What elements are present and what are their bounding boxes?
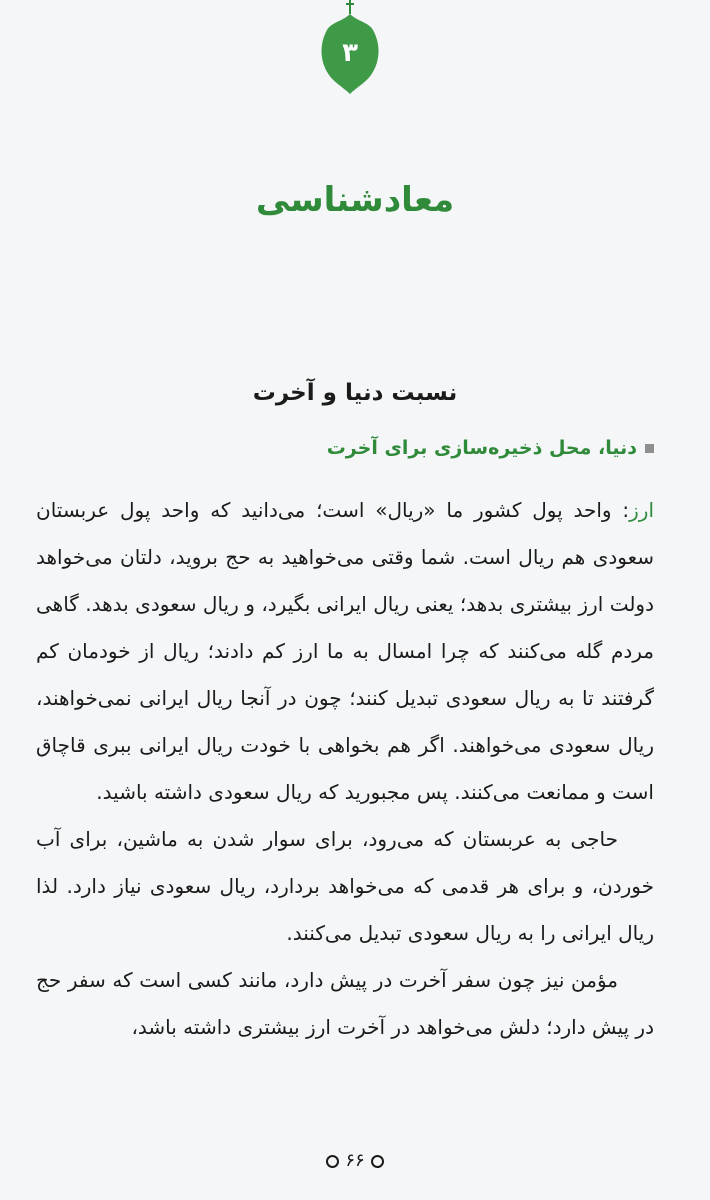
subsection-title: دنیا، محل ذخیره‌سازی برای آخرت (326, 437, 637, 459)
paragraph-1 (36, 487, 654, 816)
lead-word: ارز (629, 498, 654, 522)
paragraph-1-text: : واحد پول کشور ما «ریال» است؛ می‌دانید که واحد پول عربستان سعودی هم ریال است. شما وقتی می‌خواهید به حج بروید، دلتان می‌خواهد دولت ارز بیشتری بدهد؛ یعنی ریال ایرانی بگیرد، و ریال سعودی بدهد. گاهی مردم گله می‌کنند که چرا امسال به ما ارز کم دادند؛ ریال از خودمان کم گرفتند تا به ریال سعودی تبدیل کنند؛ چون در آنجا ریال ایرانی نمی‌خواهند، ریال سعودی می‌خواهند. اگر هم بخواهی با خودت ریال ایرانی ببری قاچاق است و ممانعت می‌کنند. پس مجبورید که ریال سعودی داشته باشید. (36, 498, 654, 804)
paragraph-3: مؤمن نیز چون سفر آخرت در پیش دارد، مانند کسی است که سفر حج در پیش دارد؛ دلش می‌خواهد در آخرت ارز بیشتری داشته باشد، (36, 968, 654, 1039)
chapter-number: ۳ (342, 38, 358, 68)
section-title: نسبت دنیا و آخرت (252, 380, 458, 406)
subsection-heading (327, 437, 654, 459)
circle-ornament-icon (326, 1155, 339, 1168)
page-footer (0, 1150, 710, 1171)
chapter-medallion (318, 0, 382, 100)
square-bullet-icon (645, 444, 654, 453)
page-number: ۶۶ (345, 1150, 365, 1171)
chapter-title: معادشناسی (255, 180, 455, 220)
paragraph-2: حاجی به عربستان که می‌رود، برای سوار شدن به ماشین، برای آب خوردن، و برای هر قدمی که می‌خواهد بردارد، ریال سعودی نیاز دارد. لذا ریال ایرانی را به ریال سعودی تبدیل می‌کنند. (36, 827, 654, 945)
circle-ornament-icon (371, 1155, 384, 1168)
body-text (36, 487, 654, 1051)
